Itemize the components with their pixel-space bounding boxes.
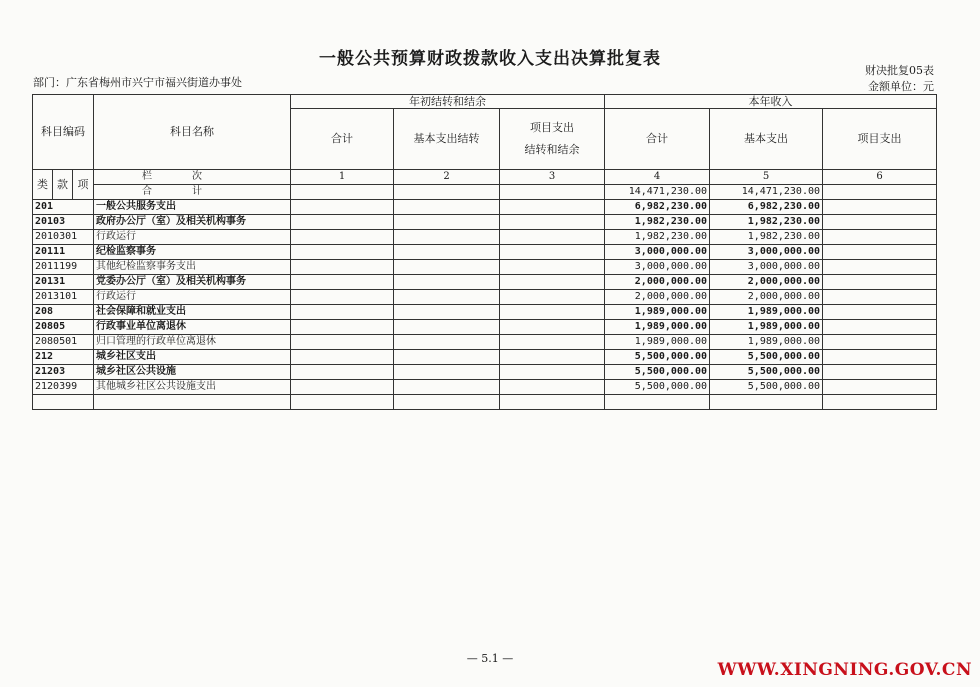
subject-name: 行政运行	[94, 290, 291, 305]
income-basic: 5,500,000.00	[710, 380, 823, 395]
header-xiang: 项	[73, 170, 94, 200]
cell-empty	[823, 350, 937, 365]
cell-empty	[500, 215, 605, 230]
form-code: 财决批复05表	[865, 64, 934, 77]
cell-empty	[823, 305, 937, 320]
col-number: 2	[394, 170, 500, 185]
cell-empty	[823, 200, 937, 215]
subject-name: 归口管理的行政单位离退休	[94, 335, 291, 350]
amount-unit: 金额单位：元	[868, 80, 934, 93]
cell-empty	[291, 380, 394, 395]
cell-empty	[394, 245, 500, 260]
cell-empty	[291, 215, 394, 230]
subject-name: 行政运行	[94, 230, 291, 245]
cell-empty	[823, 380, 937, 395]
cell-empty	[823, 215, 937, 230]
cell-empty	[291, 350, 394, 365]
cell-empty	[394, 185, 500, 200]
header-col-total: 合计	[291, 109, 394, 170]
cell-empty	[823, 290, 937, 305]
watermark-url: WWW.XINGNING.GOV.CN	[717, 660, 972, 680]
cell-empty	[291, 335, 394, 350]
cell-empty	[291, 185, 394, 200]
cell-empty	[394, 380, 500, 395]
cell-empty	[823, 335, 937, 350]
income-total: 6,982,230.00	[605, 200, 710, 215]
cell-empty	[500, 245, 605, 260]
table-row	[33, 305, 937, 320]
header-col-project-carry-line2: 结转和结余	[524, 143, 580, 156]
cell-empty	[500, 290, 605, 305]
cell-empty	[500, 200, 605, 215]
subject-code: 201	[33, 200, 94, 215]
budget-table	[32, 94, 937, 410]
subject-name: 城乡社区公共设施	[94, 365, 291, 380]
income-basic: 5,500,000.00	[710, 350, 823, 365]
subject-name: 政府办公厅（室）及相关机构事务	[94, 215, 291, 230]
subject-code: 2120399	[33, 380, 94, 395]
header-group-income: 本年收入	[605, 95, 937, 109]
cell-empty	[710, 395, 823, 410]
table-row	[33, 230, 937, 245]
report-title: 一般公共预算财政拨款收入支出决算批复表	[319, 49, 661, 69]
cell-empty	[394, 320, 500, 335]
cell-empty	[291, 395, 394, 410]
header-col-total2: 合计	[605, 109, 710, 170]
col-number: 1	[291, 170, 394, 185]
income-basic: 1,989,000.00	[710, 305, 823, 320]
cell-empty	[394, 275, 500, 290]
header-lei: 类	[33, 170, 53, 200]
cell-empty	[394, 335, 500, 350]
total-row	[33, 185, 937, 200]
table-row	[33, 200, 937, 215]
cell-empty	[394, 260, 500, 275]
col-number: 5	[710, 170, 823, 185]
income-total: 1,982,230.00	[605, 215, 710, 230]
subject-code: 20111	[33, 245, 94, 260]
income-basic: 2,000,000.00	[710, 275, 823, 290]
header-row-groups	[33, 95, 937, 109]
income-basic: 1,989,000.00	[710, 335, 823, 350]
cell-empty	[500, 230, 605, 245]
cell-empty	[823, 245, 937, 260]
cell-empty	[291, 275, 394, 290]
lanci-label: 栏次	[94, 170, 291, 185]
subject-name: 其他纪检监察事务支出	[94, 260, 291, 275]
cell-empty	[500, 380, 605, 395]
table-row	[33, 275, 937, 290]
income-total: 2,000,000.00	[605, 275, 710, 290]
cell-empty	[394, 215, 500, 230]
cell-empty	[394, 290, 500, 305]
cell-empty	[823, 260, 937, 275]
income-basic: 1,982,230.00	[710, 215, 823, 230]
income-total: 1,989,000.00	[605, 305, 710, 320]
cell-empty	[823, 185, 937, 200]
header-col-project-carry-line1: 项目支出	[530, 121, 575, 134]
cell-empty	[500, 275, 605, 290]
header-kuan: 款	[53, 170, 73, 200]
cell-empty	[823, 320, 937, 335]
subject-name: 城乡社区支出	[94, 350, 291, 365]
total-basic: 14,471,230.00	[710, 185, 823, 200]
income-total: 3,000,000.00	[605, 245, 710, 260]
total-label: 合计	[94, 185, 291, 200]
table-row	[33, 365, 937, 380]
subject-name: 一般公共服务支出	[94, 200, 291, 215]
income-total: 2,000,000.00	[605, 290, 710, 305]
income-basic: 3,000,000.00	[710, 260, 823, 275]
income-total: 5,500,000.00	[605, 350, 710, 365]
cell-empty	[291, 320, 394, 335]
cell-empty	[291, 305, 394, 320]
cell-empty	[605, 395, 710, 410]
subject-code: 2013101	[33, 290, 94, 305]
cell-empty	[500, 350, 605, 365]
cell-empty	[291, 245, 394, 260]
cell-empty	[500, 395, 605, 410]
subject-code: 2080501	[33, 335, 94, 350]
subject-code: 20103	[33, 215, 94, 230]
cell-empty	[394, 200, 500, 215]
subject-code: 20805	[33, 320, 94, 335]
subject-code: 21203	[33, 365, 94, 380]
header-col-project-carry	[500, 109, 605, 170]
header-subject-name: 科目名称	[94, 95, 291, 170]
subject-name: 社会保障和就业支出	[94, 305, 291, 320]
cell-empty	[394, 305, 500, 320]
income-basic: 3,000,000.00	[710, 245, 823, 260]
cell-empty	[500, 305, 605, 320]
header-col-basic: 基本支出	[710, 109, 823, 170]
cell-empty	[823, 275, 937, 290]
cell-empty	[500, 260, 605, 275]
subject-name: 行政事业单位离退休	[94, 320, 291, 335]
header-subject-code: 科目编码	[33, 95, 94, 170]
table-row	[33, 215, 937, 230]
income-total: 1,989,000.00	[605, 335, 710, 350]
subject-code: 212	[33, 350, 94, 365]
cell-empty	[291, 365, 394, 380]
income-basic: 1,982,230.00	[710, 230, 823, 245]
cell-empty	[500, 335, 605, 350]
table-row	[33, 290, 937, 305]
subject-name: 其他城乡社区公共设施支出	[94, 380, 291, 395]
cell-empty	[394, 395, 500, 410]
table-row	[33, 260, 937, 275]
income-basic: 1,989,000.00	[710, 320, 823, 335]
cell-empty	[823, 230, 937, 245]
cell-empty	[394, 230, 500, 245]
cell-empty	[291, 200, 394, 215]
cell-empty	[823, 365, 937, 380]
cell-empty	[500, 185, 605, 200]
cell-empty	[94, 395, 291, 410]
header-col-project: 项目支出	[823, 109, 937, 170]
table-row	[33, 320, 937, 335]
cell-empty	[33, 395, 94, 410]
cell-empty	[823, 395, 937, 410]
income-total: 5,500,000.00	[605, 365, 710, 380]
table-row-blank	[33, 395, 937, 410]
page-number: — 5.1 —	[466, 652, 514, 665]
col-number: 3	[500, 170, 605, 185]
table-row	[33, 350, 937, 365]
cell-empty	[394, 350, 500, 365]
header-group-carryover: 年初结转和结余	[291, 95, 605, 109]
table-row	[33, 380, 937, 395]
subject-name: 纪检监察事务	[94, 245, 291, 260]
total-income: 14,471,230.00	[605, 185, 710, 200]
income-total: 5,500,000.00	[605, 380, 710, 395]
subject-code: 20131	[33, 275, 94, 290]
income-basic: 5,500,000.00	[710, 365, 823, 380]
cell-empty	[291, 230, 394, 245]
subject-code: 2010301	[33, 230, 94, 245]
table-row	[33, 245, 937, 260]
col-number: 6	[823, 170, 937, 185]
cell-empty	[291, 290, 394, 305]
cell-empty	[500, 320, 605, 335]
column-number-row	[33, 170, 937, 185]
subject-code: 208	[33, 305, 94, 320]
table-row	[33, 335, 937, 350]
income-total: 1,982,230.00	[605, 230, 710, 245]
income-total: 3,000,000.00	[605, 260, 710, 275]
income-total: 1,989,000.00	[605, 320, 710, 335]
cell-empty	[291, 260, 394, 275]
cell-empty	[500, 365, 605, 380]
income-basic: 6,982,230.00	[710, 200, 823, 215]
cell-empty	[394, 365, 500, 380]
header-col-basic-carry: 基本支出结转	[394, 109, 500, 170]
col-number: 4	[605, 170, 710, 185]
table-body	[33, 200, 937, 410]
subject-code: 2011199	[33, 260, 94, 275]
income-basic: 2,000,000.00	[710, 290, 823, 305]
subject-name: 党委办公厅（室）及相关机构事务	[94, 275, 291, 290]
department-label: 部门：广东省梅州市兴宁市福兴街道办事处	[33, 76, 242, 89]
